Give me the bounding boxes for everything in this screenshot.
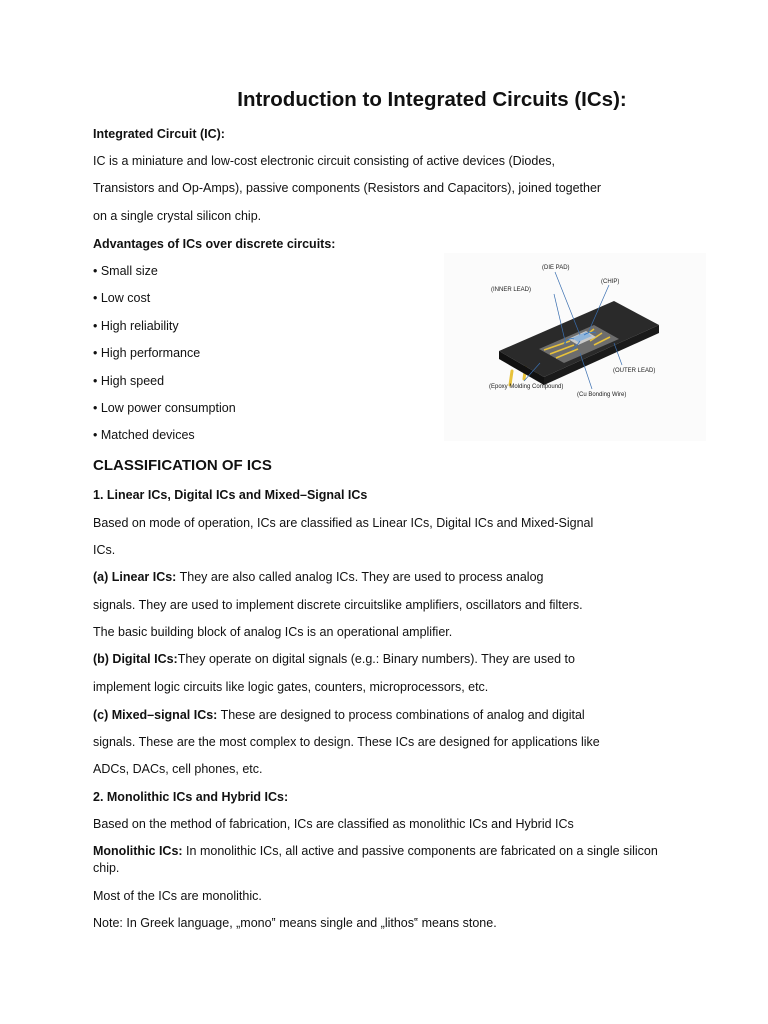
label-epoxy: (Epoxy Molding Compound) [489, 384, 564, 390]
monolithic-ics-label: Monolithic ICs: [93, 844, 183, 858]
linear-ics-text: They are also called analog ICs. They are used to process analog [176, 570, 544, 584]
advantage-item: • Low power consumption [93, 401, 236, 415]
section-2-intro: Based on the method of fabrication, ICs are classified as monolithic ICs and Hybrid ICs [93, 817, 574, 831]
mixed-ics-text: These are designed to process combinations of analog and digital [217, 708, 585, 722]
ic-heading: Integrated Circuit (IC): [93, 127, 225, 141]
advantage-item: • High reliability [93, 319, 179, 333]
monolithic-ics-text: In monolithic ICs, all active and passive components are fabricated on a single silicon chip. [93, 844, 658, 875]
mixed-ics-line-2: signals. These are the most complex to design. These ICs are designed for applications like [93, 735, 600, 749]
label-die-pad: (DIE PAD) [542, 265, 570, 271]
label-inner-lead: (INNER LEAD) [491, 287, 532, 293]
label-chip: (CHIP) [601, 279, 620, 285]
ic-package-illustration [444, 253, 706, 441]
digital-ics-label: (b) Digital ICs: [93, 652, 178, 666]
most-monolithic-text: Most of the ICs are monolithic. [93, 889, 262, 903]
digital-ics-text: They operate on digital signals (e.g.: Binary numbers). They are used to [177, 652, 575, 666]
linear-ics-label: (a) Linear ICs: [93, 570, 177, 584]
advantage-item: • Small size [93, 264, 158, 278]
ic-desc-line-3: on a single crystal silicon chip. [93, 209, 262, 223]
ic-package-figure [444, 253, 706, 441]
advantage-item: • Low cost [93, 291, 151, 305]
linear-ics-line-3: The basic building block of analog ICs is an operational amplifier. [93, 625, 453, 639]
mixed-ics-para [93, 707, 585, 724]
advantage-item: • High performance [93, 346, 201, 360]
advantages-heading: Advantages of ICs over discrete circuits: [93, 237, 336, 251]
linear-ics-line-2: signals. They are used to implement discrete circuitslike amplifiers, oscillators and filters. [93, 598, 583, 612]
section-1-intro-line-2: ICs. [93, 543, 116, 557]
greek-note: Note: In Greek language, „mono‟ means single and „lithos‟ means stone. [93, 916, 497, 930]
digital-ics-para [93, 651, 575, 668]
label-outer-lead: (OUTER LEAD) [613, 368, 656, 374]
page-title: Introduction to Integrated Circuits (ICs): [237, 88, 627, 111]
section-1-intro-line-1: Based on mode of operation, ICs are classified as Linear ICs, Digital ICs and Mixed-Signal [93, 516, 594, 530]
linear-ics-para [93, 569, 543, 586]
advantage-item: • Matched devices [93, 428, 195, 442]
mixed-ics-line-3: ADCs, DACs, cell phones, etc. [93, 762, 263, 776]
ic-desc-line-1: IC is a miniature and low-cost electronic circuit consisting of active devices (Diodes, [93, 154, 555, 168]
ic-desc-line-2: Transistors and Op-Amps), passive components (Resistors and Capacitors), joined together [93, 181, 602, 195]
monolithic-ics-para [93, 843, 683, 877]
digital-ics-line-2: implement logic circuits like logic gates, counters, microprocessors, etc. [93, 680, 489, 694]
classification-heading: CLASSIFICATION OF ICS [93, 457, 272, 474]
section-2-heading: 2. Monolithic ICs and Hybrid ICs: [93, 790, 289, 804]
label-bonding-wire: (Cu Bonding Wire) [577, 392, 627, 398]
advantage-item: • High speed [93, 374, 165, 388]
section-1-heading: 1. Linear ICs, Digital ICs and Mixed–Signal ICs [93, 488, 368, 502]
mixed-ics-label: (c) Mixed–signal ICs: [93, 708, 218, 722]
